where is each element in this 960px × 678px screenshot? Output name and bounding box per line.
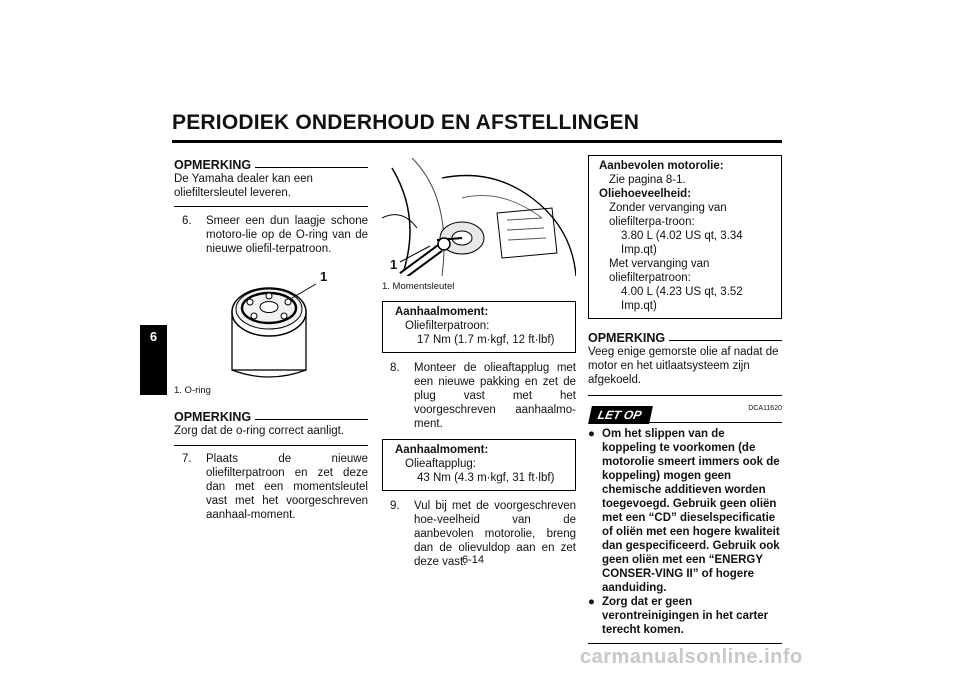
page-number: 6-14 [462, 554, 485, 566]
engine-photo [382, 158, 576, 276]
footer-watermark: carmanualsonline.info [580, 646, 803, 668]
torque-spec-box: Aanhaalmoment: Oliefilterpatroon: 17 Nm (1.7 m·kgf, 12 ft·lbf) [382, 301, 576, 353]
note-end-rule [588, 395, 782, 396]
step-6: 6. Smeer een dun laagje schone motoro-lie op de O-ring van de nieuwe oliefil-terpatroon. [182, 215, 368, 255]
bullet-icon: ● [588, 596, 595, 608]
oil-filter-illustration [174, 266, 368, 384]
step-7: 7. Plaats de nieuwe oliefilterpatroon en zet deze dan met een momentsleutel vast met het voorgeschreven aanhaal-moment. [182, 453, 368, 521]
caution-code: DCA11620 [748, 405, 782, 412]
column-2 [382, 158, 576, 569]
figure-callout: 1 [320, 269, 328, 284]
momentsleutel-illustration [382, 158, 576, 276]
step-9: 9. Vul bij met de voorgeschreven hoe-veelheid van de aanbevolen motorolie, breng dan de olievuldop aan en zet deze vast. [390, 500, 576, 568]
caution-header [588, 400, 782, 422]
caution-label: LET OP [588, 406, 653, 424]
step-8: 8. Monteer de olieaftapplug met een nieuwe pakking en zet de plug vast met het voorgeschreven aanhaalmo-ment. [390, 362, 576, 430]
title-rule [172, 140, 782, 143]
note-heading: OPMERKING [588, 331, 782, 345]
column-1 [174, 158, 368, 522]
torque-spec-box: Aanhaalmoment: Olieaftapplug: 43 Nm (4.3 m·kgf, 31 ft·lbf) [382, 439, 576, 491]
note-end-rule [174, 445, 368, 446]
figure-caption: 1. Momentsleutel [382, 281, 455, 292]
caution-bullet: ● Zorg dat er geen verontreinigingen in het carter terecht komen. [588, 596, 769, 636]
caution-bullet: ● Om het slippen van de koppeling te voorkomen (de motorolie smeert immers ook de koppeling) mogen geen chemische additieven worden toegevoegd. Gebruik geen oliën met een “CD” dieselspecificatie of oliën met een hogere kwaliteit dan gespecificeerd. Gebruik ook geen oliën met een “ENERGY CONSER-VING II” of hogere aanduiding. [588, 428, 780, 594]
note-heading: OPMERKING [174, 158, 368, 172]
note-heading: OPMERKING [174, 410, 368, 424]
note-text: Zorg dat de o-ring correct aanligt. [174, 425, 345, 437]
chapter-tab: 6 [140, 325, 167, 395]
oil-spec-box: Aanbevolen motorolie: Zie pagina 8-1. Oliehoeveelheid: Zonder vervanging van oliefilterpa-troon: 3.80 L (4.02 US qt, 3.34 Imp.qt) Met vervanging van oliefilterpatroon: 4.00 L (4.23 US qt, 3.52 Imp.qt) [588, 155, 782, 319]
caution-end-rule [588, 643, 782, 644]
caution-rule [632, 422, 782, 423]
page-title: PERIODIEK ONDERHOUD EN AFSTELLINGEN [172, 111, 640, 134]
note-end-rule [174, 206, 368, 207]
bullet-icon: ● [588, 428, 595, 440]
note-text: Veeg enige gemorste olie af nadat de motor en het uitlaatsysteem zijn afgekoeld. [588, 346, 779, 386]
note-text: De Yamaha dealer kan een oliefiltersleutel leveren. [174, 173, 313, 199]
figure-caption: 1. O-ring [174, 385, 211, 396]
figure-callout: 1 [390, 257, 398, 272]
column-3 [588, 155, 782, 644]
oil-filter-figure [174, 266, 368, 384]
